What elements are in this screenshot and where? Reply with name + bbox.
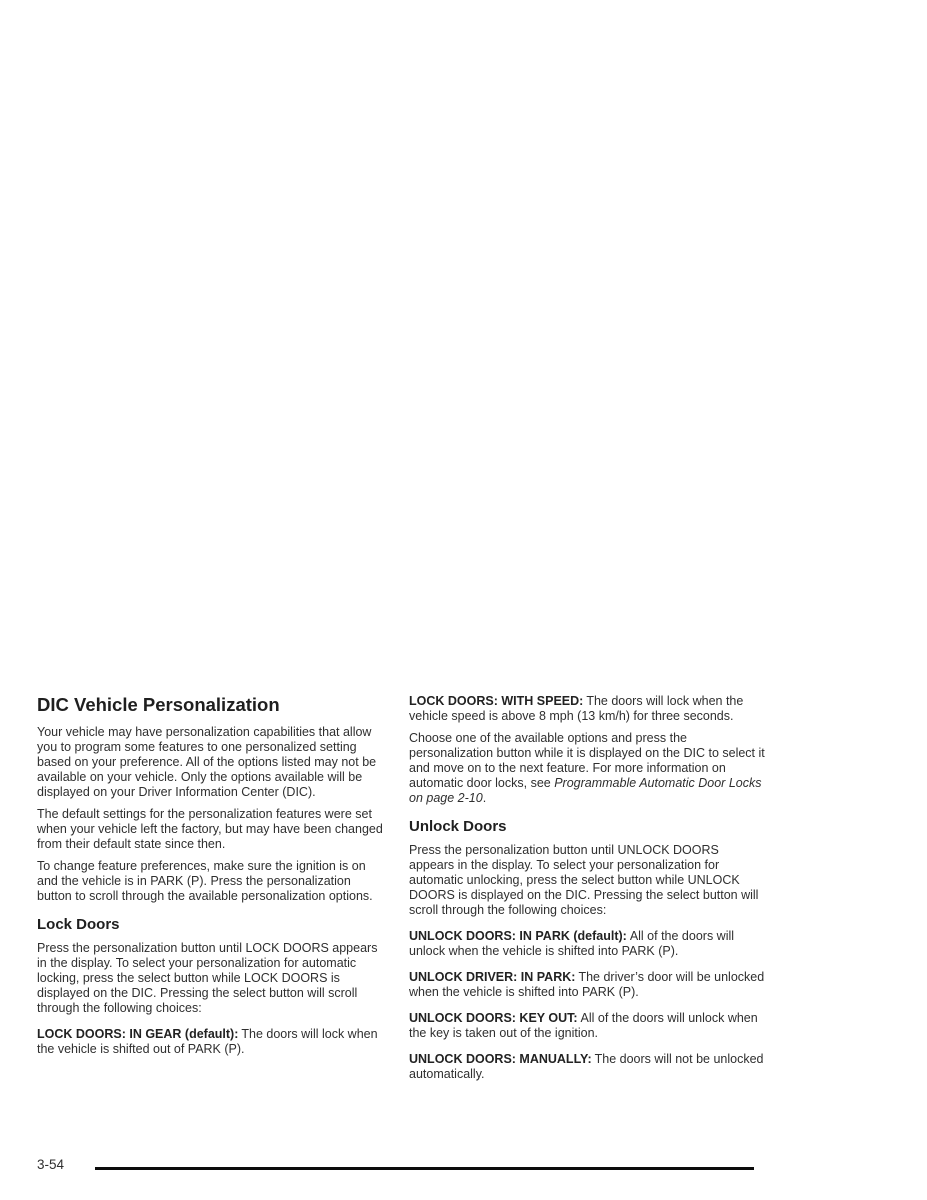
option-item: [409, 694, 766, 724]
paragraph-defaults: The default settings for the personalization features were set when your vehicle left the factory, but may have been changed from their default state since then.: [37, 807, 383, 851]
option-text: The doors will lock when the vehicle is shifted out of PARK (P).: [37, 1027, 378, 1056]
option-text: All of the doors will unlock when the key is taken out of the ignition.: [409, 1011, 758, 1040]
paragraph-text: Choose one of the available options and press the personalization button while it is displayed on the DIC to select it and move on to the next feature. For more information on automatic door locks, see: [409, 731, 765, 790]
paragraph-text: .: [482, 791, 487, 805]
option-text: The doors will lock when the vehicle speed is above 8 mph (13 km/h) for three seconds.: [409, 694, 744, 723]
option-label: UNLOCK DRIVER: IN PARK:: [409, 970, 576, 984]
option-label: LOCK DOORS: IN GEAR (default):: [37, 1027, 239, 1041]
section-title: DIC Vehicle Personalization: [37, 694, 280, 715]
option-label: UNLOCK DOORS: MANUALLY:: [409, 1052, 592, 1066]
option-item: [37, 1027, 386, 1057]
left-column: [37, 694, 386, 1064]
option-label: UNLOCK DOORS: IN PARK (default):: [409, 929, 627, 943]
option-item: [409, 1052, 766, 1082]
option-item: [409, 970, 766, 1000]
option-text: All of the doors will unlock when the vehicle is shifted into PARK (P).: [409, 929, 735, 958]
option-label: LOCK DOORS: WITH SPEED:: [409, 694, 584, 708]
paragraph-choose-option: [409, 731, 766, 806]
page-content: [37, 694, 767, 1089]
paragraph-unlock-doors: Press the personalization button until UNLOCK DOORS appears in the display. To select your personalization for automatic unlocking, press the select button while UNLOCK DOORS is displayed on the DIC. Pressing the select button will scroll through the following choices:: [409, 843, 759, 917]
footer-divider: [95, 1167, 754, 1170]
page-number: 3-54: [37, 1157, 65, 1172]
subsection-title-unlock-doors: Unlock Doors: [409, 818, 507, 835]
option-item: [409, 929, 766, 959]
subsection-title-lock-doors: Lock Doors: [37, 916, 120, 933]
right-column: [409, 694, 766, 1089]
option-item: [409, 1011, 766, 1041]
paragraph-lock-doors: Press the personalization button until LOCK DOORS appears in the display. To select your personalization for automatic locking, press the select button while LOCK DOORS is displayed on the DIC. Pressing the select button will scroll through the following choices:: [37, 941, 378, 1015]
cross-reference: Programmable Automatic Door Locks on page 2-10: [409, 776, 762, 805]
paragraph-change-preferences: To change feature preferences, make sure the ignition is on and the vehicle is in PARK (P). Press the personalization button to scroll through the available personalization options.: [37, 859, 373, 903]
option-text: The doors will not be unlocked automatically.: [409, 1052, 764, 1081]
option-label: UNLOCK DOORS: KEY OUT:: [409, 1011, 578, 1025]
paragraph-intro: Your vehicle may have personalization capabilities that allow you to program some features to one personalized setting based on your preference. All of the options listed may not be available on your vehicle. Only the options available will be displayed on your Driver Information Center (DIC).: [37, 725, 377, 799]
option-text: The driver’s door will be unlocked when the vehicle is shifted into PARK (P).: [409, 970, 765, 999]
